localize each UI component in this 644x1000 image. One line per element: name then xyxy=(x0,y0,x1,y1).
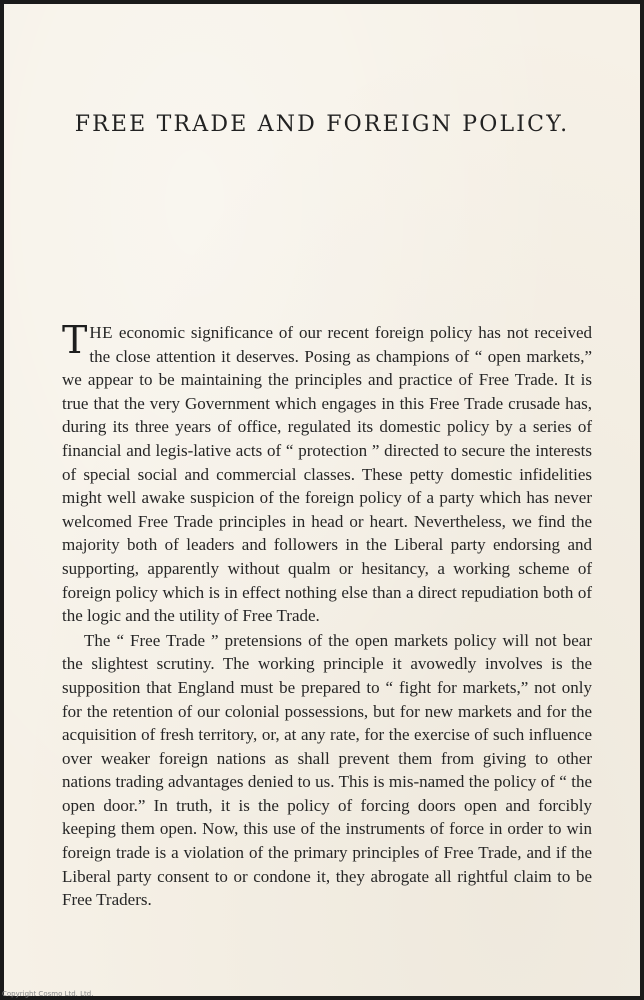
paragraph-1-text: economic significance of our recent foreign policy has not received the close attention it deserves. Posing as champions of “ open markets,” we appear to be maintaining the principles and practice of Free Trade. It is true that the very Government which engages in this Free Trade crusade has, during its three years of office, regulated its domestic policy by a series of financial and legis-lative acts of “ protection ” directed to secure the interests of special social and commercial classes. These petty domestic infidelities might well awake suspicion of the foreign policy of a party which has never welcomed Free Trade principles in head or heart. Nevertheless, we find the majority both of leaders and followers in the Liberal party endorsing and supporting, apparently without qualm or hesitancy, a working scheme of foreign policy which is in effect nothing else than a direct repudiation both of the logic and the utility of Free Trade. xyxy=(62,323,592,626)
paragraph-2: The “ Free Trade ” pretensions of the open markets policy will not bear the slightest scrutiny. The working principle it avowedly involves is the supposition that England must be prepared to “ fight for markets,” not only for the retention of our colonial possessions, but for new markets and for the acquisition of fresh territory, or, at any rate, for the exercise of such influence over weaker foreign nations as shall prevent them from giving to other nations trading advantages denied to us. This is mis-named the policy of “ the open door.” In truth, it is the policy of forcing doors open and forcibly keeping them open. Now, this use of the instruments of force in order to win foreign trade is a violation of the primary principles of Free Trade, and if the Liberal party consent to or condone it, they abrogate all rightful claim to be Free Traders. xyxy=(62,630,592,910)
paragraph-1 xyxy=(62,318,592,628)
first-word-rest: HE xyxy=(89,323,114,342)
article-title: FREE TRADE AND FOREIGN POLICY. xyxy=(74,112,570,137)
drop-cap: T xyxy=(62,318,88,362)
copyright-watermark: Copyright Cosmo Ltd. Ltd. xyxy=(2,990,94,998)
article-body xyxy=(62,318,592,912)
document-page xyxy=(4,4,640,996)
